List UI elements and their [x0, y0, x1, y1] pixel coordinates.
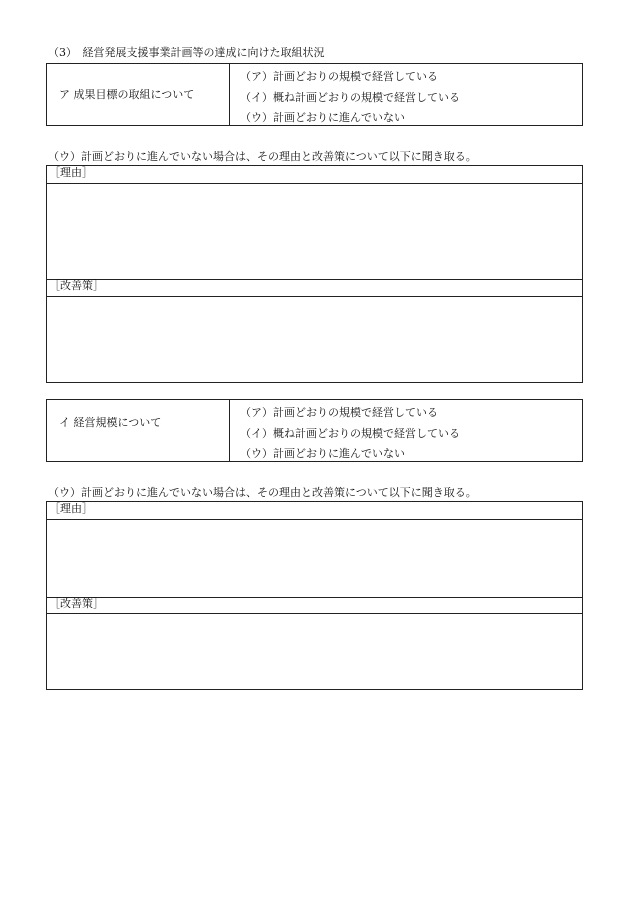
- goal-remarks-box: [46, 165, 583, 383]
- scale-status-table: [46, 399, 583, 462]
- goal-improvement-field[interactable]: [47, 297, 582, 383]
- scale-note: （ウ）計画どおりに進んでいない場合は、その理由と改善策について以下に聞き取る。: [48, 486, 477, 499]
- goal-option-c[interactable]: （ウ）計画どおりに進んでいない: [240, 111, 405, 124]
- scale-option-b[interactable]: （イ）概ね計画どおりの規模で経営している: [240, 427, 460, 440]
- scale-remarks-box: [46, 501, 583, 690]
- column-divider: [229, 64, 230, 125]
- goal-note: （ウ）計画どおりに進んでいない場合は、その理由と改善策について以下に聞き取る。: [48, 150, 477, 163]
- scale-reason-label: ［理由］: [47, 502, 582, 520]
- scale-improvement-field[interactable]: [47, 614, 582, 690]
- page-heading: （3） 経営発展支援事業計画等の達成に向けた取組状況: [48, 46, 325, 59]
- goal-reason-field[interactable]: [47, 184, 582, 279]
- goal-improvement-label: ［改善策］: [47, 279, 582, 297]
- goal-status-table: [46, 63, 583, 126]
- column-divider: [229, 400, 230, 461]
- goal-option-b[interactable]: （イ）概ね計画どおりの規模で経営している: [240, 91, 460, 104]
- scale-status-label: イ 経営規模について: [59, 416, 162, 429]
- scale-improvement-label: ［改善策］: [47, 597, 582, 614]
- goal-option-a[interactable]: （ア）計画どおりの規模で経営している: [240, 70, 438, 83]
- scale-option-a[interactable]: （ア）計画どおりの規模で経営している: [240, 406, 438, 419]
- scale-reason-field[interactable]: [47, 520, 582, 598]
- scale-option-c[interactable]: （ウ）計画どおりに進んでいない: [240, 447, 405, 460]
- goal-reason-label: ［理由］: [47, 166, 582, 184]
- goal-status-label: ア 成果目標の取組について: [59, 88, 195, 101]
